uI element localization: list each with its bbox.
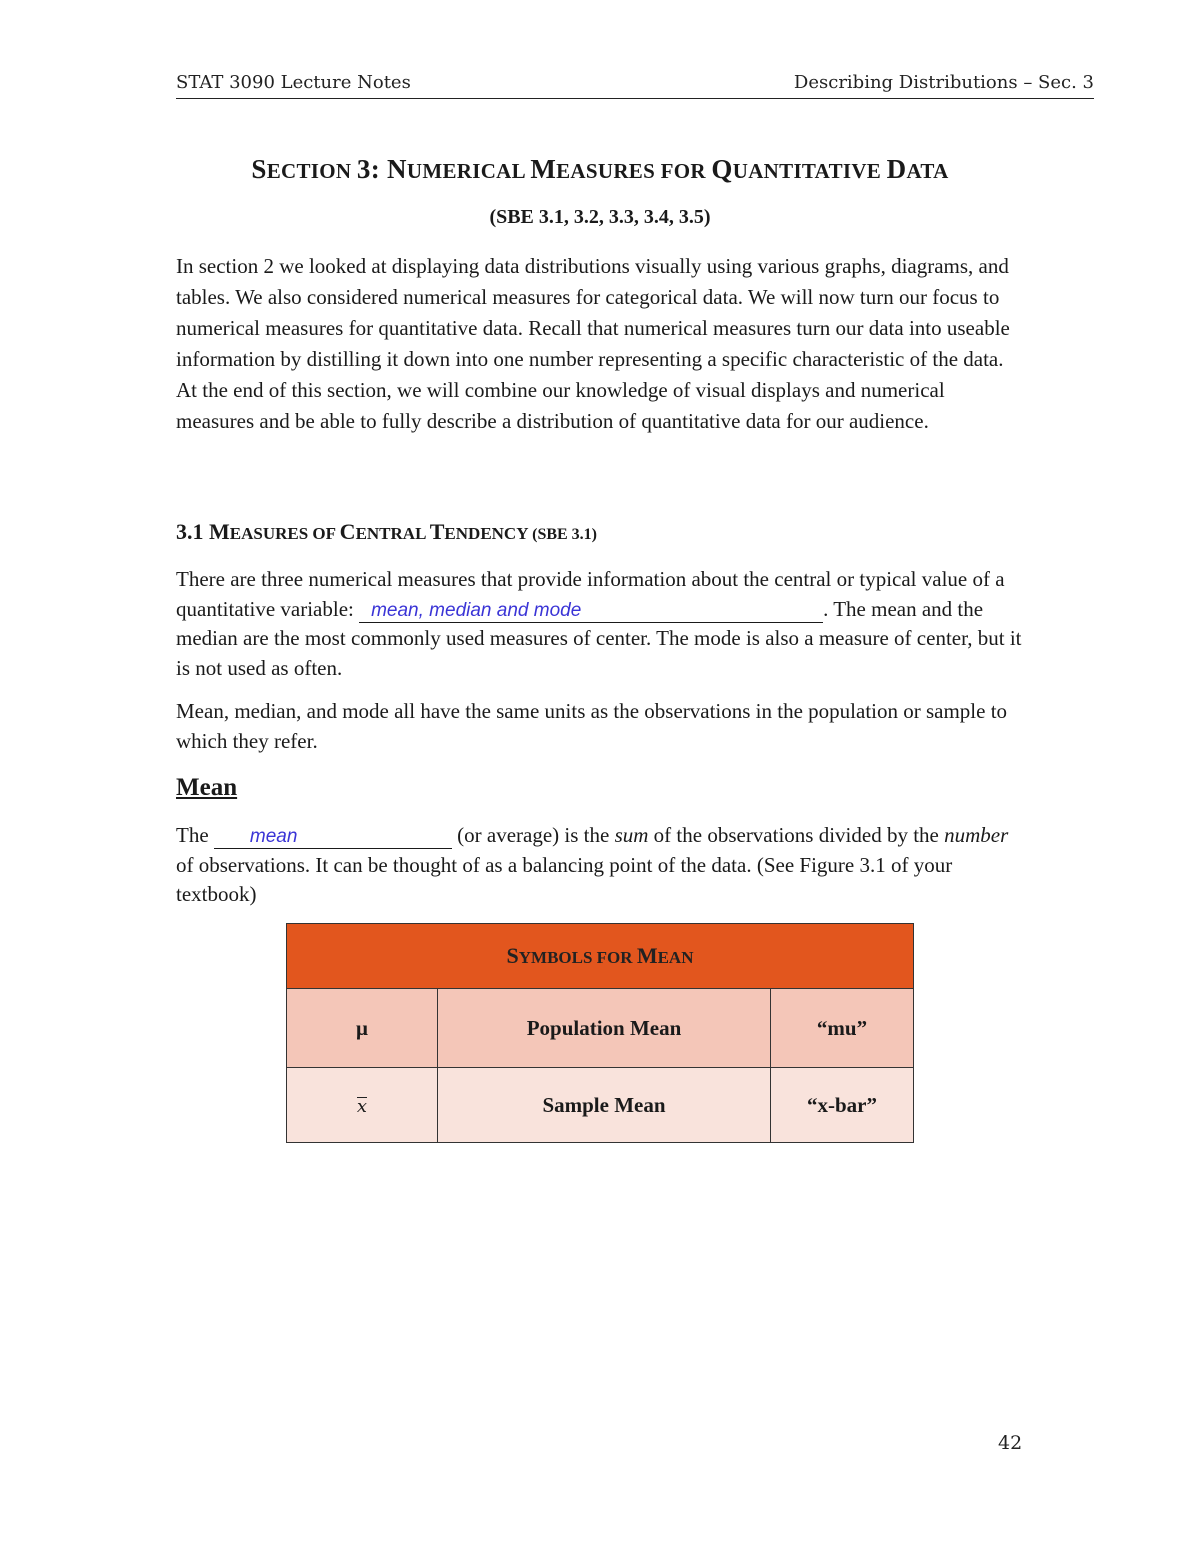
section-title: SECTION 3: NUMERICAL MEASURES FOR QUANTITATIVE DATA xyxy=(251,154,949,184)
fill-in-blank-measures: mean, median and mode xyxy=(359,600,823,623)
table-title: SYMBOLS FOR MEAN xyxy=(287,924,914,989)
name-cell: Sample Mean xyxy=(438,1068,771,1143)
symbol-cell: μ xyxy=(287,989,438,1068)
symbol-cell xyxy=(287,1068,438,1143)
table-row xyxy=(287,989,914,1068)
intro-paragraph: In section 2 we looked at displaying data distributions visually using various graphs, diagrams, and tables. We also considered numerical measures for categorical data. We will now turn our focus to numerical measures for quantitative data. Recall that numerical measures turn our data into useable information by distilling it down into one number representing a specific characteristic of the data. At the end of this section, we will combine our knowledge of visual displays and numerical measures and be able to fully describe a distribution of quantitative data for our audience. xyxy=(176,254,1010,433)
fill-in-blank-mean: mean xyxy=(214,826,452,849)
units-paragraph: Mean, median, and mode all have the same units as the observations in the population or sample to which they refer. xyxy=(176,699,1008,753)
symbols-for-mean-table xyxy=(286,923,914,1143)
mean-heading: Mean xyxy=(176,774,238,801)
pronunciation-cell: “mu” xyxy=(771,989,914,1068)
section-references: (SBE 3.1, 3.2, 3.3, 3.4, 3.5) xyxy=(489,206,711,228)
pronunciation-cell: “x-bar” xyxy=(771,1068,914,1143)
central-tendency-paragraph: There are three numerical measures that provide information about the central or typical value of a quantitative variable: mean, median and mode . The mean and the median are the most commonly used measures of center. The mode is also a measure of center, but it is not used as often. xyxy=(176,567,1022,680)
x-bar-symbol: x xyxy=(356,1095,368,1117)
header-course: STAT 3090 Lecture Notes xyxy=(176,72,411,93)
mean-definition-paragraph: The mean (or average) is the sum of the observations divided by the number of observations. It can be thought of as a balancing point of the data. (See Figure 3.1 of your textbook) xyxy=(176,823,1009,906)
table-row xyxy=(287,1068,914,1143)
subsection-heading: 3.1 MEASURES OF CENTRAL TENDENCY (SBE 3.1) xyxy=(176,519,598,544)
table-header-row xyxy=(287,924,914,989)
page-number: 42 xyxy=(998,1432,1023,1454)
header-section: Describing Distributions – Sec. 3 xyxy=(793,72,1094,93)
name-cell: Population Mean xyxy=(438,989,771,1068)
running-header xyxy=(176,72,1094,99)
